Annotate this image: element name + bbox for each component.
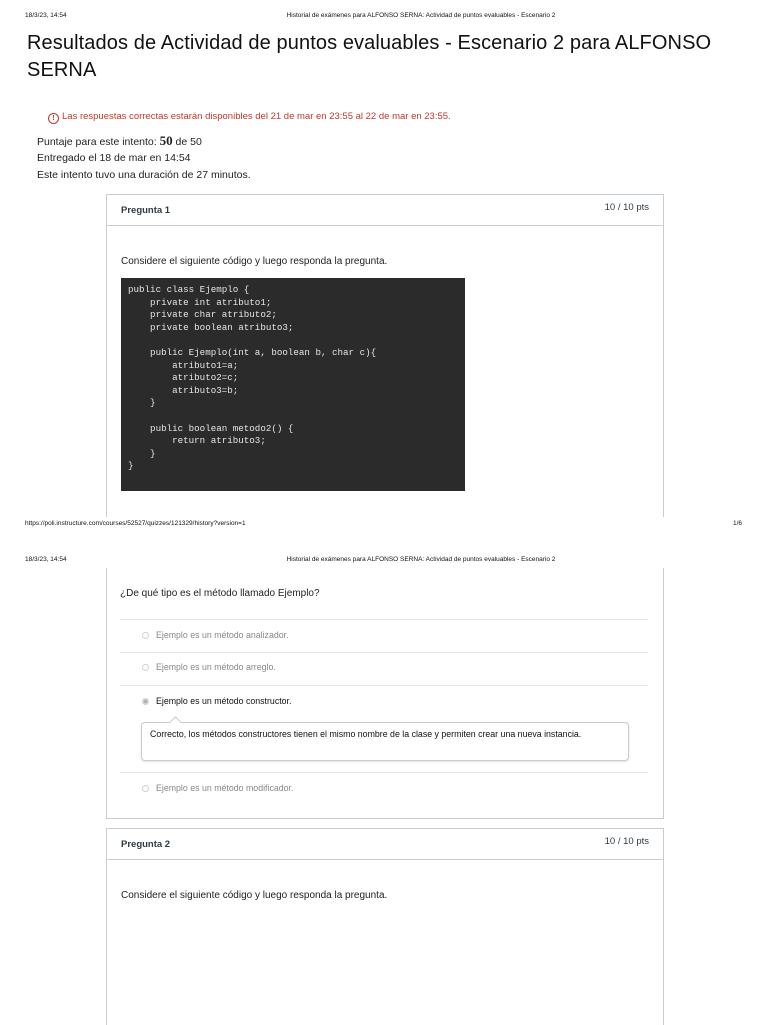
availability-notice xyxy=(48,111,451,124)
answer-option-2-text: Ejemplo es un método arreglo. xyxy=(156,662,276,672)
question-1-label: Pregunta 1 xyxy=(121,205,171,216)
question-1-question: ¿De qué tipo es el método llamado Ejemplo? xyxy=(120,588,320,599)
availability-notice-text: Las respuestas correctas estarán disponibles del 21 de mar en 23:55 al 22 de mar en 23:55. xyxy=(62,111,451,122)
answer-option-4-text: Ejemplo es un método modificador. xyxy=(156,783,294,793)
radio-unselected-icon[interactable] xyxy=(142,664,149,671)
question-1-card xyxy=(106,194,664,517)
question-1-points: 10 / 10 pts xyxy=(604,202,649,213)
answer-feedback xyxy=(141,722,629,761)
radio-unselected-icon[interactable] xyxy=(142,632,149,639)
answer-option-1[interactable] xyxy=(142,630,289,640)
radio-selected-icon[interactable] xyxy=(142,698,149,705)
answer-option-4[interactable] xyxy=(142,783,293,793)
print-header-datetime: 18/3/23, 14:54 xyxy=(25,556,67,563)
score-value: 50 xyxy=(159,133,173,148)
question-1-prompt: Considere el siguiente código y luego responda la pregunta. xyxy=(121,256,388,267)
answer-divider xyxy=(120,685,648,686)
answer-option-1-text: Ejemplo es un método analizador. xyxy=(156,630,289,640)
print-footer-url: https://poli.instructure.com/courses/52527/quizzes/121329/history?version=1 xyxy=(25,520,246,527)
answer-feedback-text: Correcto, los métodos constructores tienen el mismo nombre de la clase y permiten crear una nueva instancia. xyxy=(150,729,582,739)
print-header-datetime: 18/3/23, 14:54 xyxy=(25,12,67,19)
answer-option-3-text: Ejemplo es un método constructor. xyxy=(156,696,292,706)
score-total: de 50 xyxy=(175,136,202,148)
page-title: Resultados de Actividad de puntos evaluables - Escenario 2 para ALFONSO SERNA xyxy=(27,32,712,81)
answer-option-2[interactable] xyxy=(142,662,276,672)
question-2-prompt: Considere el siguiente código y luego responda la pregunta. xyxy=(121,890,388,901)
question-2-label: Pregunta 2 xyxy=(121,839,171,850)
radio-unselected-icon[interactable] xyxy=(142,785,149,792)
alert-circle-icon: ! xyxy=(48,113,59,124)
question-2-points: 10 / 10 pts xyxy=(604,836,649,847)
duration-text: Este intento tuvo una duración de 27 minutos. xyxy=(37,169,251,181)
answer-option-3-selected[interactable] xyxy=(142,696,291,706)
answer-divider xyxy=(120,619,648,620)
print-header-title: Historial de exámenes para ALFONSO SERNA: Actividad de puntos evaluables - Escenario 2 xyxy=(286,556,556,563)
question-1-card-continued xyxy=(106,568,664,819)
question-1-code-block: public class Ejemplo { private int atributo1; private char atributo2; private boolean atributo3; public Ejemplo(int a, boolean b, char c){ atributo1=a; atributo2=c; atributo3=b; } public boolean metodo2() { return atributo3; } } xyxy=(121,278,465,491)
score-label: Puntaje para este intento: xyxy=(37,136,157,148)
print-header-title: Historial de exámenes para ALFONSO SERNA: Actividad de puntos evaluables - Escenario 2 xyxy=(286,12,556,19)
question-2-header xyxy=(107,829,663,860)
print-footer-page: 1/6 xyxy=(733,520,743,527)
question-1-header xyxy=(107,195,663,226)
answer-divider xyxy=(120,772,648,773)
submitted-text: Entregado el 18 de mar en 14:54 xyxy=(37,152,191,164)
answer-divider xyxy=(120,652,648,653)
score-line xyxy=(37,133,202,149)
question-2-card xyxy=(106,828,664,1025)
